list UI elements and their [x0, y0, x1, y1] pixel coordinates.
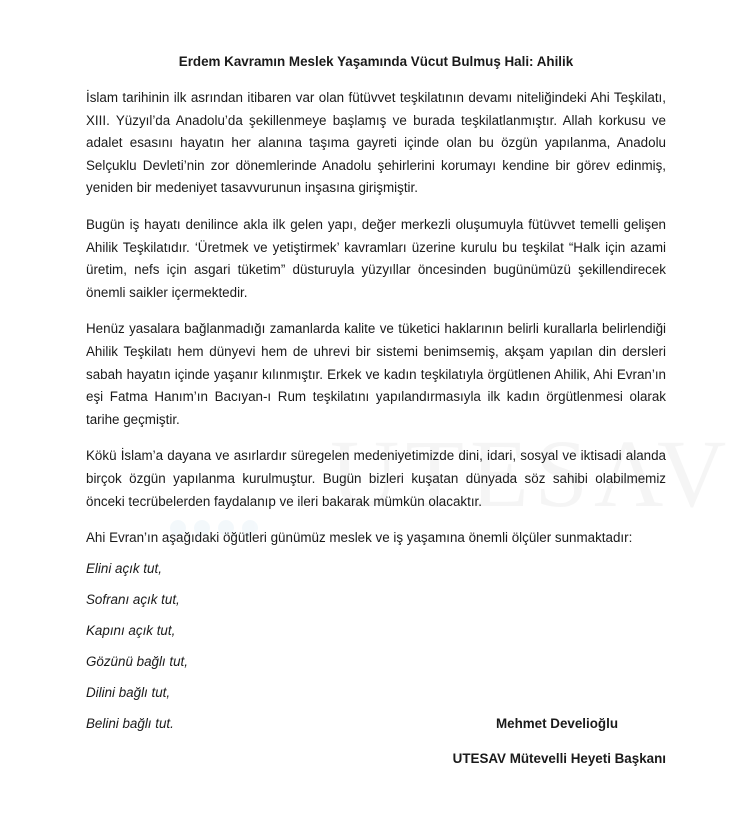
advice-item: Elini açık tut,: [86, 560, 162, 576]
advice-item: Dilini bağlı tut,: [86, 684, 171, 700]
advice-item: Belini bağlı tut.: [86, 715, 174, 731]
document-title: Erdem Kavramın Meslek Yaşamında Vücut Bulmuş Hali: Ahilik: [178, 54, 574, 69]
advice-item: Kapını açık tut,: [86, 622, 176, 638]
signature-name: Mehmet Develioğlu: [495, 716, 618, 731]
paragraph-4: Kökü İslam’a dayana ve asırlardır süregelen medeniyetimizde dini, idari, sosyal ve iktisadi alanda birçok özgün yapılanma kurulmuştur. Bugün bizleri kuşatan dünyada söz sahibi olabilmemiz önceki tecrübelerden faydalanıp ve ileri bakarak mümkün olacaktır.: [86, 448, 666, 509]
paragraph-2: Bugün iş hayatı denilince akla ilk gelen yapı, değer merkezli oluşumuyla fütüvvet temelli gelişen Ahilik Teşkilatıdır. ‘Üretmek ve yetiştirmek’ kavramları üzerine kurulu bu teşkilat “Halk için azami üretim, nefs için asgari tüketim” düsturuyla yüzyıllar öncesinden bugünümüzü şekillendirecek önemli saikler içermektedir.: [86, 216, 666, 300]
advice-intro: Ahi Evran’ın aşağıdaki öğütleri günümüz meslek ve iş yaşamına önemli ölçüler sunmaktadır:: [86, 530, 633, 546]
advice-item: Sofranı açık tut,: [86, 591, 180, 607]
paragraph-1: İslam tarihinin ilk asrından itibaren var olan fütüvvet teşkilatının devamı niteliğindeki Ahi Teşkilatı, XIII. Yüzyıl’da Anadolu’da şekillenmeye başlamış ve burada teşkilatlanmıştır. Allah korkusu ve adalet esasını hayatın her alanına taşıma gayreti içinde olan bu özgün yapılanma, Anadolu Selçuklu Devleti’nin zor dönemlerinde Anadolu şehirlerini korumayı kendine bir görev edinmiş, yeniden bir medeniyet tasavvurunun inşasına girişmiştir.: [86, 90, 666, 196]
document-body: [86, 52, 666, 766]
signature-role: UTESAV Mütevelli Heyeti Başkanı: [452, 751, 666, 766]
advice-item: Gözünü bağlı tut,: [86, 653, 188, 669]
paragraph-3: Henüz yasalara bağlanmadığı zamanlarda kalite ve tüketici haklarının belirli kurallarla belirlendiği Ahilik Teşkilatı hem dünyevi hem de uhrevi bir sistemi benimsemiş, akşam yapılan din dersleri sabah hayatın içinde yaşanır kılınmıştır. Erkek ve kadın teşkilatıyla örgütlenen Ahilik, Ahi Evran’ın eşi Fatma Hanım’ın Bacıyan-ı Rum teşkilatını yapılandırmasıyla ilk kadın örgütlenmesi olarak tarihe geçmiştir.: [86, 321, 666, 427]
